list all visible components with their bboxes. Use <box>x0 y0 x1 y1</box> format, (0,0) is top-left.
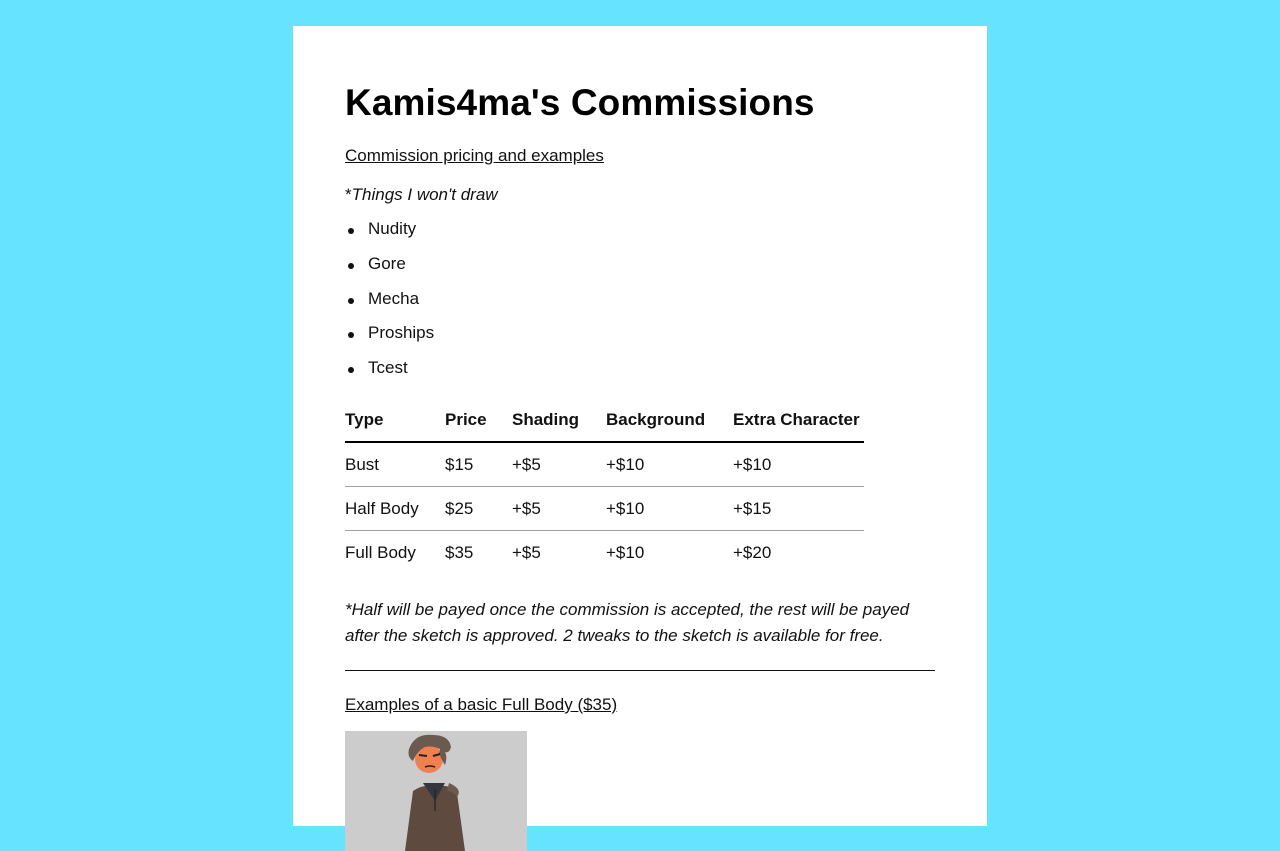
table-header-row <box>345 398 864 442</box>
payment-terms: *Half will be payed once the commission is accepted, the rest will be payed after the sketch is approved. 2 tweaks to the sketch is available for free. <box>345 600 910 645</box>
asterisk: * <box>345 185 352 204</box>
cell-extra-character: +$10 <box>733 442 864 487</box>
examples-full-body-link[interactable]: Examples of a basic Full Body ($35) <box>345 695 618 714</box>
bullet-icon <box>348 263 354 269</box>
cell-type: Bust <box>345 442 445 487</box>
bullet-icon <box>348 332 354 338</box>
pricing-table <box>345 398 864 574</box>
list-item <box>345 322 434 357</box>
cell-background: +$10 <box>606 542 645 562</box>
restrictions-heading-text: Things I won't draw <box>351 185 498 204</box>
list-item-label: Nudity <box>368 219 417 238</box>
table-row <box>345 442 864 487</box>
bullet-icon <box>348 228 354 234</box>
cell-extra-character: +$20 <box>733 542 772 562</box>
commission-pricing-link[interactable]: Commission pricing and examples <box>345 146 604 165</box>
page-title: Kamis4ma's Commissions <box>345 82 815 123</box>
table-row <box>345 487 864 531</box>
cell-price: $25 <box>445 487 512 531</box>
cell-price: $35 <box>445 542 474 562</box>
list-item <box>345 288 434 323</box>
page-card <box>293 26 987 826</box>
list-item-label: Gore <box>368 253 406 273</box>
cell-type: Half Body <box>345 487 445 531</box>
list-item-label: Tcest <box>368 358 408 378</box>
cell-shading: +$5 <box>512 542 541 562</box>
column-header-shading: Shading <box>512 398 606 442</box>
list-item <box>345 253 434 288</box>
column-header-extra-character: Extra Character <box>733 398 864 442</box>
list-item <box>345 218 434 253</box>
column-header-price: Price <box>445 398 512 442</box>
column-header-background: Background <box>606 398 733 442</box>
cell-background: +$10 <box>606 442 733 487</box>
list-item-label: Proships <box>368 323 435 343</box>
column-header-type: Type <box>345 398 445 442</box>
cell-type: Full Body <box>345 542 416 562</box>
table-row <box>345 531 864 575</box>
bullet-icon <box>348 367 354 373</box>
character-drawing-icon <box>345 731 527 851</box>
restrictions-list <box>345 218 434 392</box>
list-item-label: Mecha <box>368 288 420 308</box>
example-image[interactable] <box>345 731 527 851</box>
bullet-icon <box>348 298 354 304</box>
cell-price: $15 <box>445 442 512 487</box>
cell-background: +$10 <box>606 487 733 531</box>
cell-shading: +$5 <box>512 487 606 531</box>
cell-shading: +$5 <box>512 442 606 487</box>
restrictions-heading <box>345 185 498 205</box>
cell-extra-character: +$15 <box>733 487 864 531</box>
section-divider <box>345 670 935 671</box>
list-item <box>345 357 434 392</box>
